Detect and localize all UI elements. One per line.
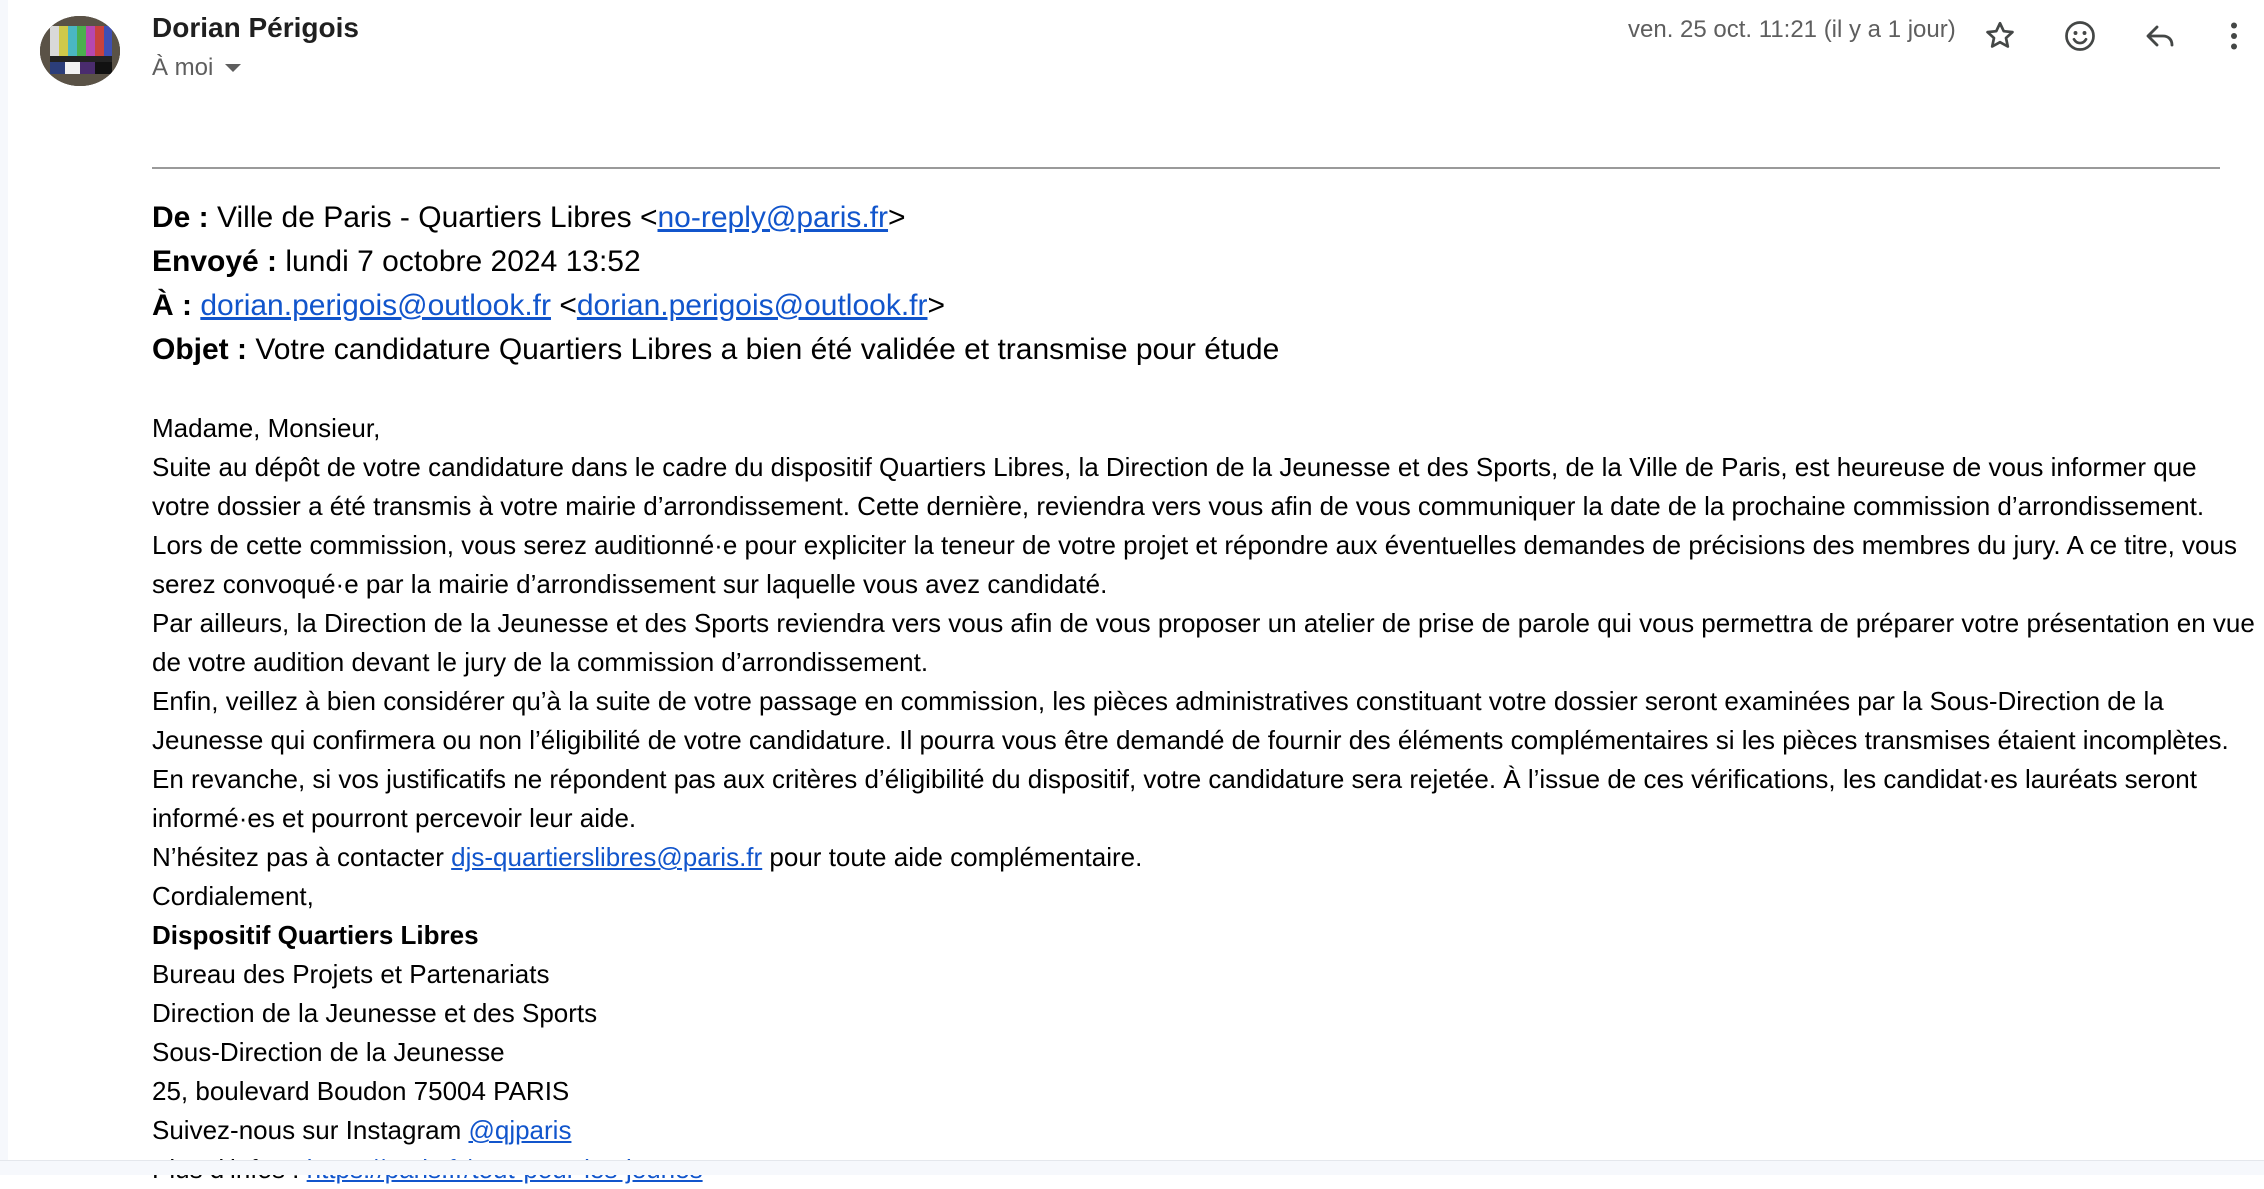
body-line: votre dossier a été transmis à votre mairie d’arrondissement. Cette dernière, reviendra vers vous afin de vous communiquer la date de la prochaine commission d’arrondissement. (152, 491, 2205, 521)
signature-line: 25, boulevard Boudon 75004 PARIS (152, 1076, 570, 1106)
signature-title-text: Dispositif Quartiers Libres (152, 920, 479, 950)
contact-email-link[interactable]: djs-quartierslibres@paris.fr (451, 842, 763, 872)
to-line (152, 284, 1279, 328)
to-email-link-2[interactable]: dorian.perigois@outlook.fr (576, 289, 928, 322)
forwarded-headers (152, 196, 1279, 372)
forward-divider (152, 167, 2220, 169)
left-rail (0, 0, 8, 1174)
star-icon (1982, 18, 2018, 54)
message-body (152, 409, 2262, 1189)
body-line: En revanche, si vos justificatifs ne répondent pas aux critères d’éligibilité du dispositif, votre candidature sera rejetée. À l’issue de ces vérifications, les candidat·es lauréats seront (152, 764, 2197, 794)
to-label: À : (152, 289, 192, 322)
from-line (152, 196, 1279, 240)
to-open: < (559, 289, 577, 322)
subject-value: Votre candidature Quartiers Libres a bien été validée et transmise pour étude (255, 333, 1280, 366)
from-close: > (888, 201, 906, 234)
body-line: Par ailleurs, la Direction de la Jeunesse et des Sports reviendra vers vous afin de vous proposer un atelier de prise de parole qui vous permettra de préparer votre présentation en vue (152, 608, 2255, 638)
body-line: Enfin, veillez à bien considérer qu’à la suite de votre passage en commission, les pièces administratives constituant votre dossier seront examinées par la Sous-Direction de la (152, 686, 2164, 716)
instagram-link[interactable]: @qjparis (468, 1115, 572, 1145)
reply-button[interactable] (2132, 8, 2188, 64)
sender-name: Dorian Périgois (152, 12, 359, 43)
sent-line (152, 240, 1279, 284)
avatar[interactable] (40, 16, 120, 86)
sent-value: lundi 7 octobre 2024 13:52 (285, 245, 641, 278)
reply-icon (2142, 18, 2178, 54)
add-reaction-button[interactable] (2052, 8, 2108, 64)
body-line: serez convoqué·e par la mairie d’arrondissement sur laquelle vous avez candidaté. (152, 569, 1108, 599)
body-line: Lors de cette commission, vous serez auditionné·e pour expliciter la teneur de votre projet et répondre aux éventuelles demandes de précisions des membres du jury. A ce titre, vous (152, 530, 2237, 560)
subject-label: Objet : (152, 333, 247, 366)
signature-line: Sous-Direction de la Jeunesse (152, 1037, 505, 1067)
message-date: ven. 25 oct. 11:21 (il y a 1 jour) (1628, 16, 1956, 43)
body-line: Suite au dépôt de votre candidature dans le cadre du dispositif Quartiers Libres, la Direction de la Jeunesse et des Sports, de la Ville de Paris, est heureuse de vous informer que (152, 452, 2197, 482)
greeting: Madame, Monsieur, (152, 413, 381, 443)
body-line: Jeunesse qui confirmera ou non l’éligibilité de votre candidature. Il pourra vous être demandé de fournir des éléments complémentaires si les pièces transmises étaient incomplètes. (152, 725, 2229, 755)
contact-prefix: N’hésitez pas à contacter (152, 842, 452, 872)
chevron-down-icon[interactable] (225, 64, 241, 72)
to-close: > (927, 289, 946, 322)
signature-line: Direction de la Jeunesse et des Sports (152, 998, 598, 1028)
more-options-button[interactable] (2212, 8, 2256, 64)
from-name: Ville de Paris - Quartiers Libres < (217, 201, 658, 234)
instagram-prefix: Suivez-nous sur Instagram (152, 1115, 469, 1145)
test-pattern-avatar-image (40, 16, 120, 86)
recipient-label: À moi (152, 54, 214, 81)
contact-suffix: pour toute aide complémentaire. (762, 842, 1143, 872)
body-line: de votre audition devant le jury de la commission d’arrondissement. (152, 647, 929, 677)
to-email-link[interactable]: dorian.perigois@outlook.fr (200, 289, 551, 322)
body-line: informé·es et pourront percevoir leur aide. (152, 803, 637, 833)
recipient-dropdown[interactable] (152, 54, 241, 82)
instagram-line (152, 1111, 2262, 1150)
signature-title (152, 916, 2262, 955)
closing: Cordialement, (152, 881, 314, 911)
contact-line (152, 838, 2262, 877)
bottom-bar (0, 1160, 2264, 1175)
sent-label: Envoyé : (152, 245, 278, 278)
more-vert-icon (2216, 18, 2252, 54)
subject-line (152, 328, 1279, 372)
emoji-icon (2062, 18, 2098, 54)
star-button[interactable] (1972, 8, 2028, 64)
from-email-link[interactable]: no-reply@paris.fr (657, 201, 889, 234)
signature-line: Bureau des Projets et Partenariats (152, 959, 550, 989)
from-label: De : (152, 201, 209, 234)
